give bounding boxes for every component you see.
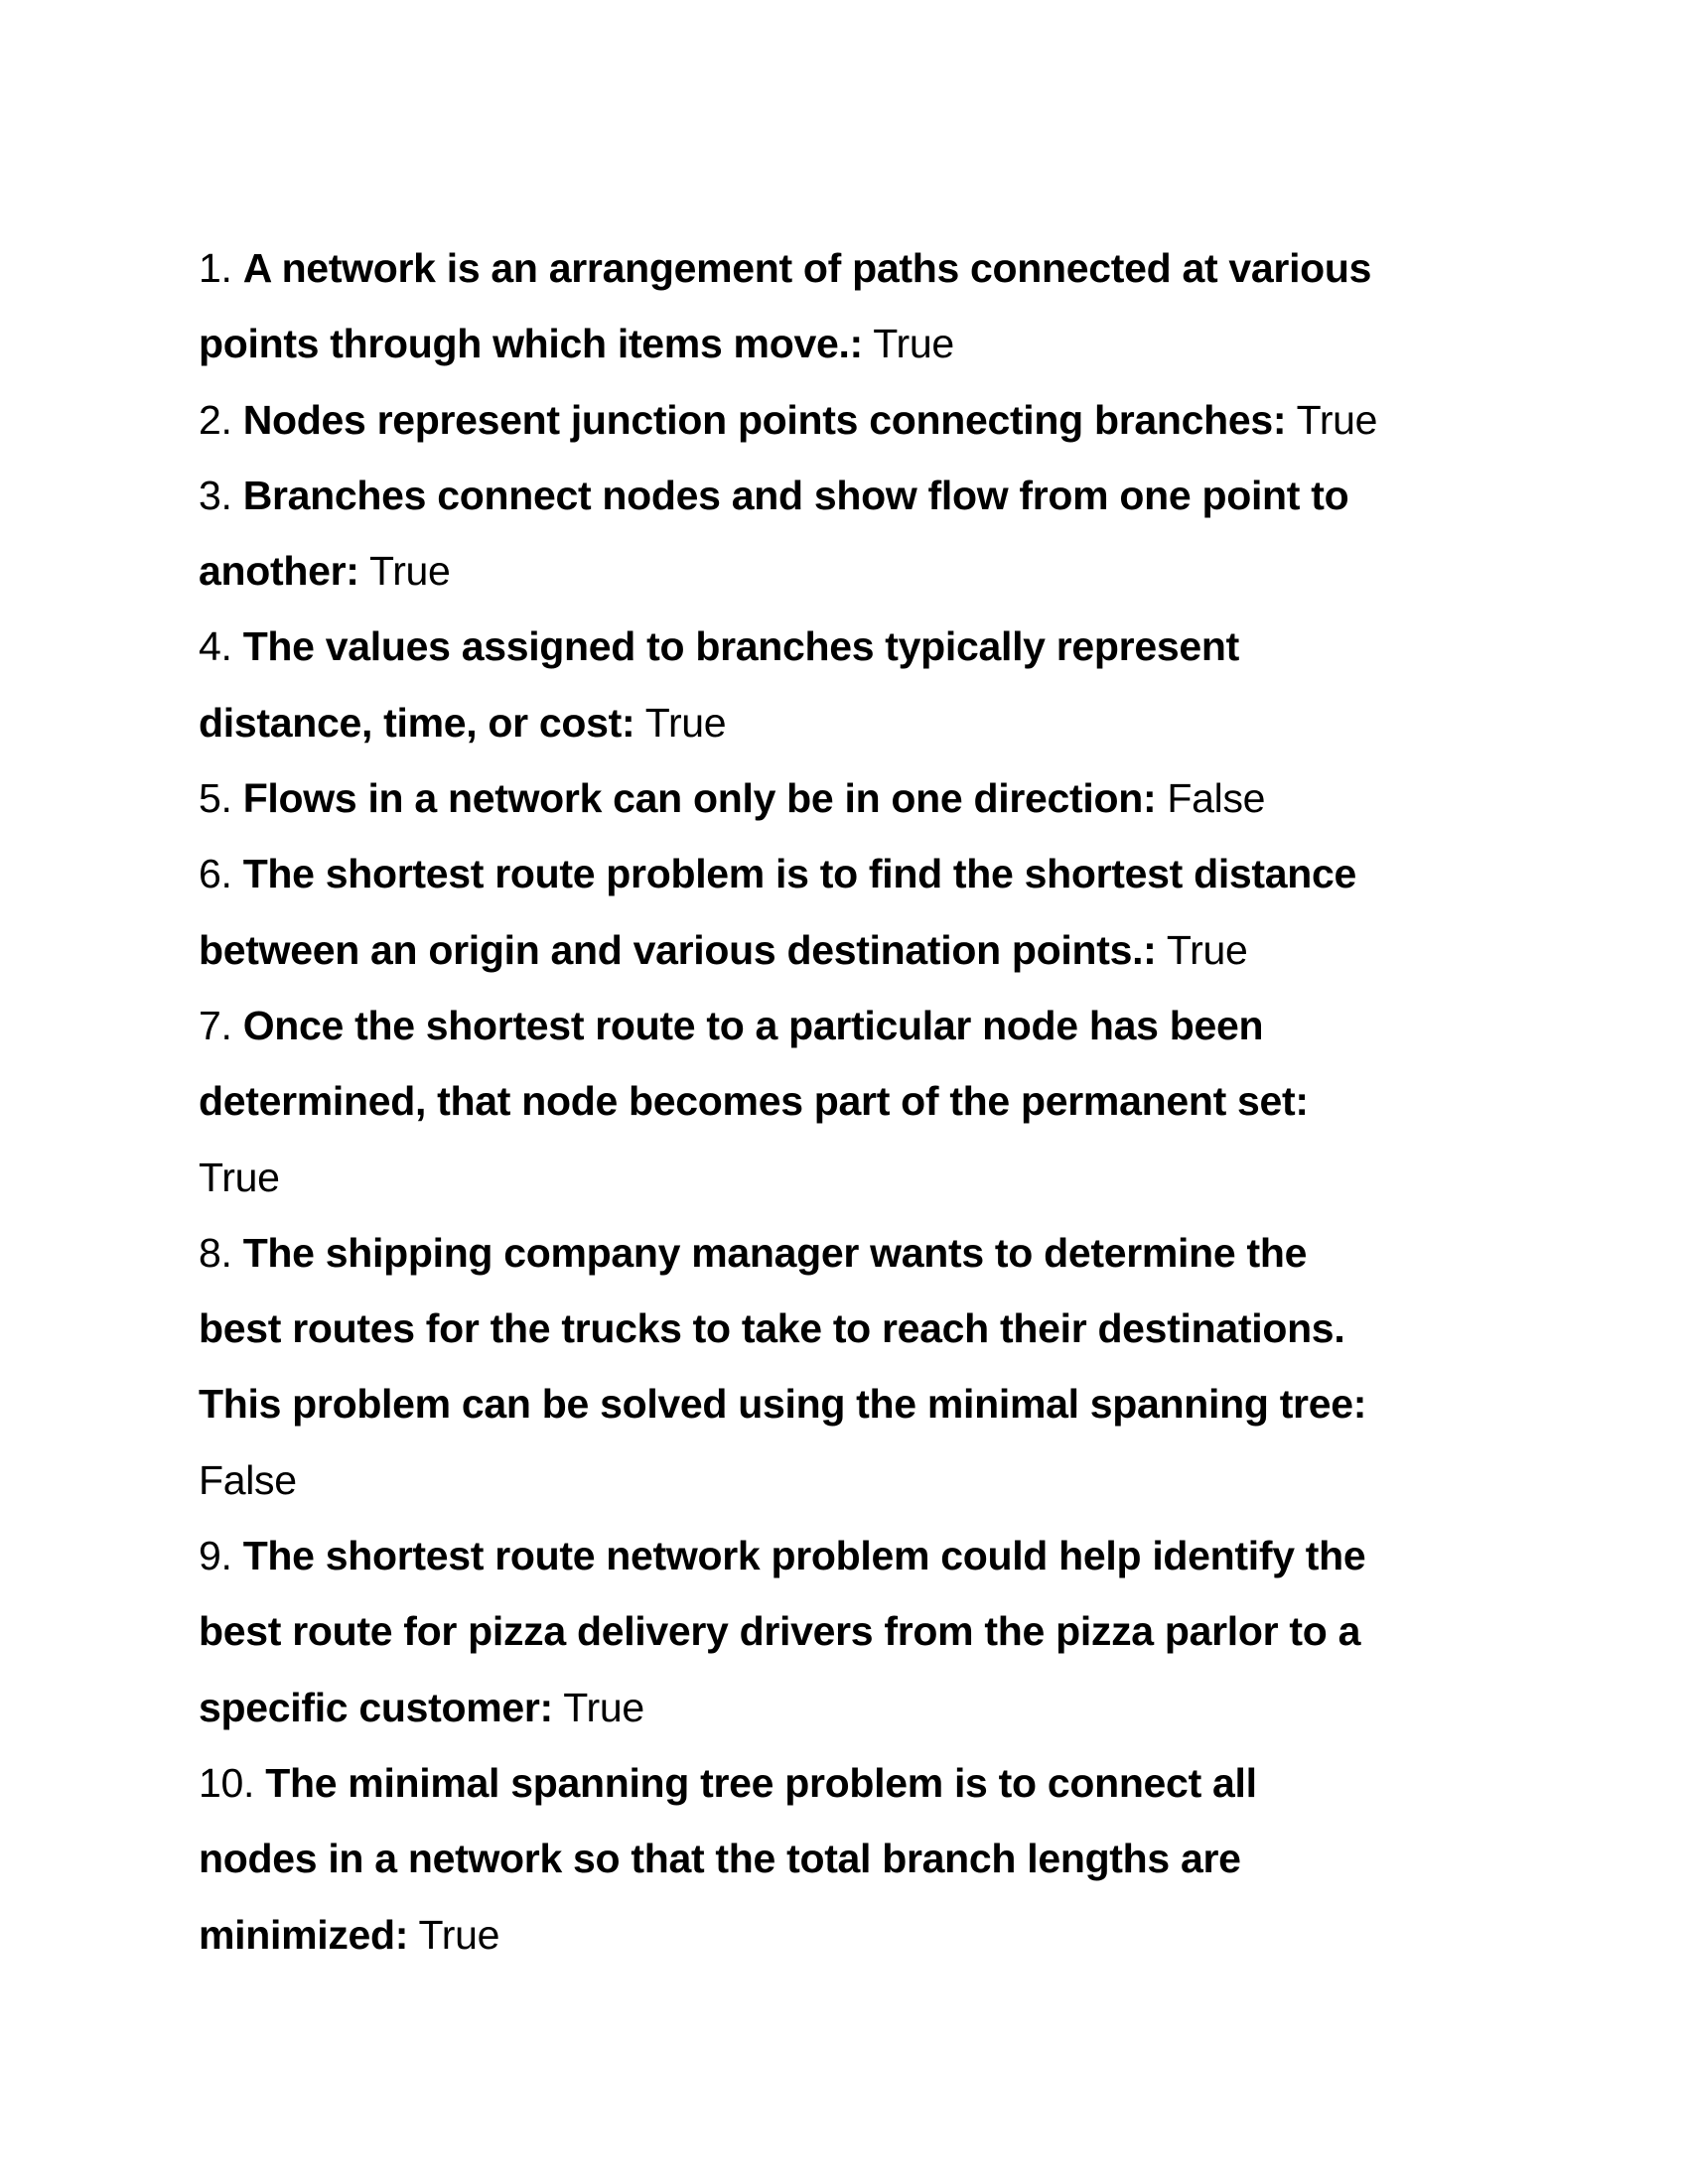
question-line — [199, 1518, 1509, 1593]
question-text: Flows in a network can only be in one direction: — [242, 775, 1157, 822]
question-text: distance, time, or cost: — [199, 699, 635, 746]
question-line — [199, 458, 1509, 533]
question-text: The shortest route problem is to find the shortest distance — [242, 851, 1357, 897]
question-item — [199, 458, 1509, 610]
question-item — [199, 609, 1509, 760]
question-text: Once the shortest route to a particular node has been — [242, 1002, 1264, 1048]
question-text: The values assigned to branches typically represent — [242, 623, 1239, 670]
answer-value: True — [873, 321, 954, 367]
question-item — [199, 230, 1509, 382]
question-line — [199, 1215, 1509, 1291]
question-number: 4. — [199, 623, 232, 670]
question-text: The shortest route network problem could help identify the — [242, 1533, 1366, 1579]
question-text: minimized: — [199, 1911, 409, 1958]
question-item — [199, 836, 1509, 988]
question-number: 3. — [199, 472, 232, 518]
answer-value: False — [199, 1456, 297, 1503]
question-text: points through which items move.: — [199, 321, 863, 367]
answer-line — [199, 1442, 1509, 1518]
question-text: Branches connect nodes and show flow from one point to — [242, 472, 1349, 518]
answer-value: False — [1167, 775, 1266, 822]
question-line — [199, 988, 1509, 1063]
question-item — [199, 1745, 1509, 1973]
question-line — [199, 1670, 1509, 1745]
answer-value: True — [418, 1911, 500, 1958]
question-number: 8. — [199, 1229, 232, 1276]
question-number: 6. — [199, 851, 232, 897]
question-item — [199, 382, 1509, 458]
answer-value: True — [563, 1684, 644, 1730]
question-line — [199, 382, 1509, 458]
question-text: best routes for the trucks to take to reach their destinations. — [199, 1305, 1345, 1352]
question-text: The shipping company manager wants to determine the — [242, 1229, 1308, 1276]
question-line — [199, 306, 1509, 381]
question-line — [199, 1366, 1509, 1441]
answer-value: True — [199, 1154, 280, 1200]
question-line — [199, 1745, 1509, 1821]
question-item — [199, 760, 1509, 836]
question-line — [199, 685, 1509, 760]
question-line — [199, 230, 1509, 306]
question-line — [199, 609, 1509, 684]
answer-value: True — [1166, 926, 1248, 973]
question-text: another: — [199, 548, 359, 595]
question-item — [199, 1215, 1509, 1518]
question-line — [199, 1063, 1509, 1139]
question-text: between an origin and various destination points.: — [199, 926, 1157, 973]
question-number: 2. — [199, 396, 232, 443]
document-page — [199, 230, 1509, 1973]
answer-value: True — [1296, 396, 1378, 443]
question-item — [199, 988, 1509, 1215]
answer-value: True — [368, 548, 451, 595]
question-item — [199, 1518, 1509, 1745]
answer-line — [199, 1140, 1509, 1215]
question-line — [199, 1593, 1509, 1669]
question-line — [199, 533, 1509, 609]
question-text: determined, that node becomes part of the permanent set: — [199, 1078, 1309, 1125]
question-number: 7. — [199, 1002, 232, 1048]
question-line — [199, 1821, 1509, 1896]
question-line — [199, 760, 1509, 836]
question-number: 1. — [199, 245, 232, 291]
question-text: best route for pizza delivery drivers from the pizza parlor to a — [199, 1608, 1361, 1655]
question-line — [199, 1291, 1509, 1366]
question-number: 9. — [199, 1533, 232, 1579]
question-line — [199, 912, 1509, 988]
question-line — [199, 1897, 1509, 1973]
question-number: 10. — [199, 1759, 255, 1806]
question-line — [199, 836, 1509, 911]
answer-value: True — [644, 699, 727, 746]
question-text: specific customer: — [199, 1684, 553, 1730]
question-number: 5. — [199, 775, 232, 822]
question-text: A network is an arrangement of paths connected at various — [242, 245, 1372, 291]
question-text: Nodes represent junction points connecting branches: — [242, 396, 1287, 443]
question-text: nodes in a network so that the total branch lengths are — [199, 1836, 1241, 1882]
question-text: This problem can be solved using the minimal spanning tree: — [199, 1381, 1367, 1428]
question-text: The minimal spanning tree problem is to connect all — [265, 1759, 1257, 1806]
